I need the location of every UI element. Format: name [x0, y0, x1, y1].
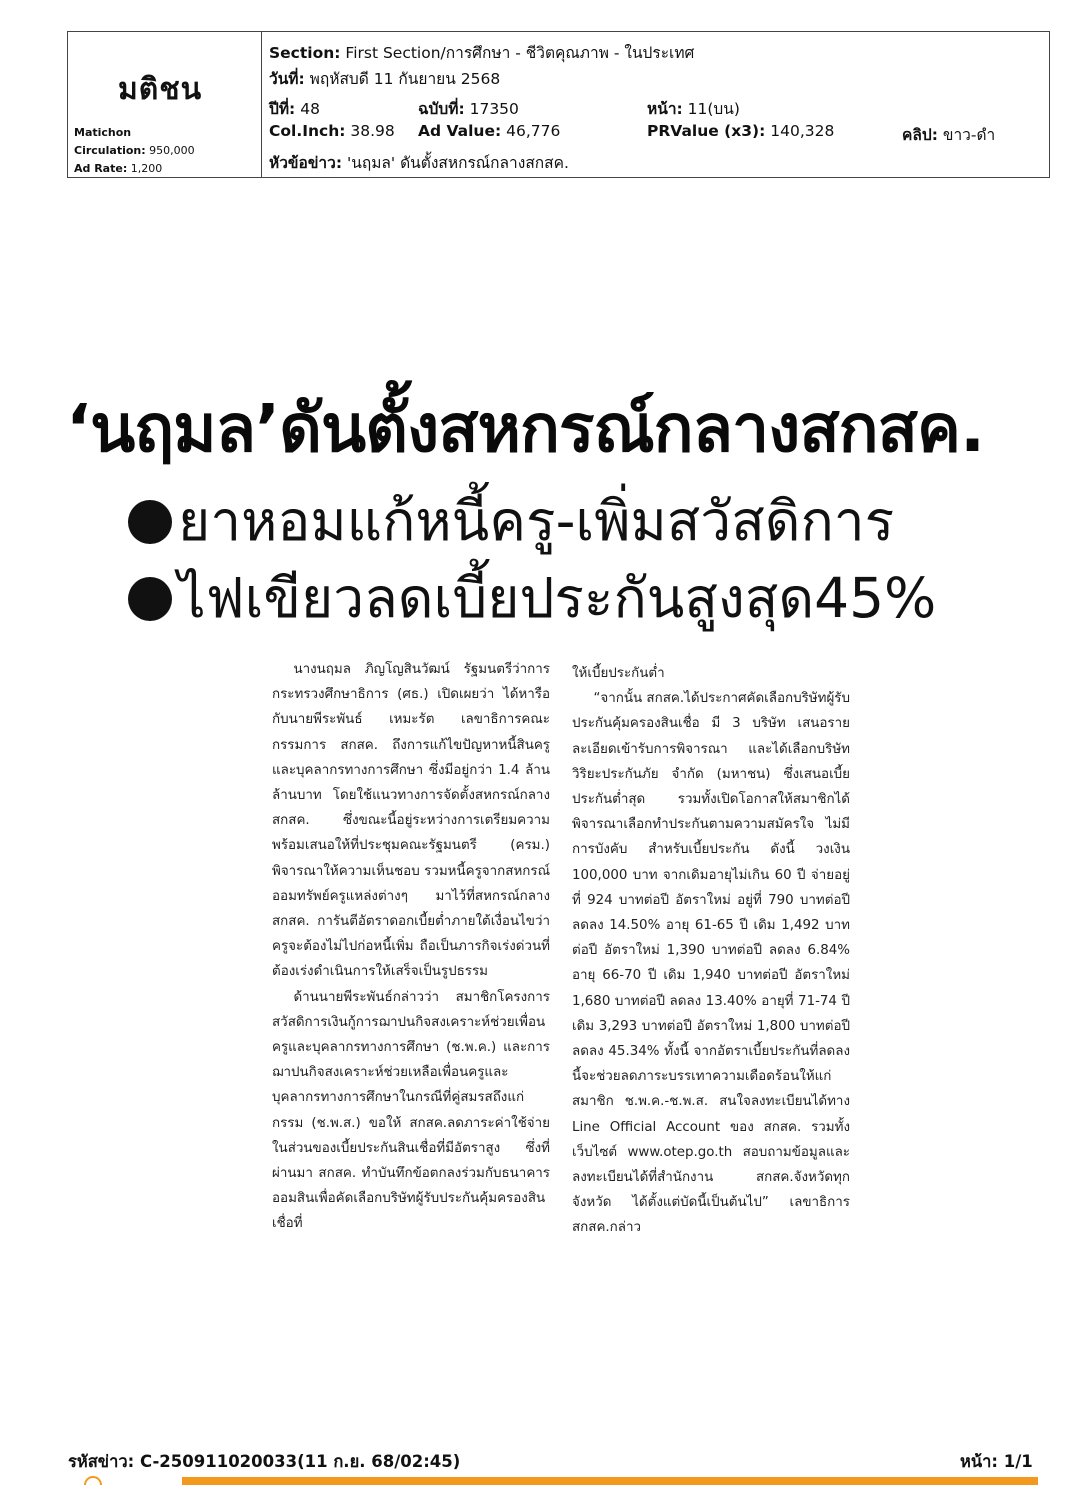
circulation-label: Circulation:	[74, 144, 146, 157]
section-label: Section:	[269, 44, 341, 62]
colinch-label: Col.Inch:	[269, 122, 346, 140]
subheadline-2-text: ไฟเขียวลดเบี้ยประกันสูงสุด45%	[178, 566, 937, 630]
article-headline: ‘นฤมล’ดันตั้งสหกรณ์กลางสกสค.	[66, 390, 985, 467]
clip-row	[902, 122, 995, 147]
paragraph: ด้านนายพีระพันธ์กล่าวว่า สมาชิกโครงการสวัสดิการเงินกู้การฌาปนกิจสงเคราะห์ช่วยเพื่อนครูและบุคลากรทางการศึกษา (ช.พ.ค.) และการฌาปนกิจสงเคราะห์ช่วยเหลือเพื่อนครูและบุคลากรทางการศึกษาในกรณีที่คู่สมรสถึงแก่กรรม (ช.พ.ส.) ขอให้ สกสค.ลดภาระค่าใช้จ่ายในส่วนของเบี้ยประกันสินเชื่อที่มีอัตราสูง ซึ่งที่ผ่านมา สกสค. ทำบันทึกข้อตกลงร่วมกับธนาคารออมสินเพื่อคัดเลือกบริษัทผู้รับประกันคุ้มครองสินเชื่อที่	[272, 989, 550, 1232]
paragraph: นางนฤมล ภิญโญสินวัฒน์ รัฐมนตรีว่าการกระทรวงศึกษาธิการ (ศธ.) เปิดเผยว่า ได้หารือกับนายพีระพันธ์ เหมะรัต เลขาธิการคณะกรรมการ สกสค. ถึงการแก้ไขปัญหาหนี้สินครูและบุคลากรทางการศึกษา ซึ่งมีอยู่กว่า 1.4 ล้านล้านบาท โดยใช้แนวทางการจัดตั้งสหกรณ์กลาง สกสค. ซึ่งขณะนี้อยู่ระหว่างการเตรียมความพร้อมเสนอให้ที่ประชุมคณะรัฐมนตรี (ครม.) พิจารณาให้ความเห็นชอบ รวมหนี้ครูจากสหกรณ์ออมทรัพย์ครูแหล่งต่างๆ มาไว้ที่สหกรณ์กลาง สกสค. การันตีอัตราดอกเบี้ยต่ำภายใต้เงื่อนไขว่าครูจะต้องไม่ไปก่อหนี้เพิ่ม ถือเป็นภารกิจเร่งด่วนที่ต้องเร่งดำเนินการให้เสร็จเป็นรูปธรรม	[272, 662, 550, 980]
date-row	[269, 66, 500, 91]
publication-name: Matichon	[74, 126, 132, 139]
advalue-row	[418, 122, 560, 140]
page-row	[647, 96, 740, 121]
article-column-left	[272, 657, 550, 1237]
bullet-icon	[128, 500, 172, 544]
page-count-label: หน้า:	[960, 1452, 999, 1471]
year-value: 48	[300, 100, 320, 118]
headline-row	[269, 150, 569, 175]
subheadline-2	[128, 555, 936, 642]
year-label: ปีที่:	[269, 100, 296, 118]
subheadline-1-text: ยาหอมแก้หนี้ครู-เพิ่มสวัสดิการ	[178, 489, 895, 553]
year-row	[269, 96, 320, 121]
advalue-label: Ad Value:	[418, 122, 502, 140]
article-column-right	[572, 661, 850, 1241]
issue-value: 17350	[469, 100, 519, 118]
issue-row	[418, 96, 519, 121]
clip-label: คลิป:	[902, 126, 938, 144]
colinch-row	[269, 122, 395, 140]
colinch-value: 38.98	[350, 122, 395, 140]
paragraph: ให้เบี้ยประกันต่ำ	[572, 666, 665, 681]
prvalue-value: 140,328	[770, 122, 835, 140]
circulation-value: 950,000	[149, 144, 195, 157]
date-value: พฤหัสบดี 11 กันยายน 2568	[309, 70, 501, 88]
advalue-value: 46,776	[506, 122, 561, 140]
page-value: 11(บน)	[687, 100, 740, 118]
date-label: วันที่:	[269, 70, 305, 88]
prvalue-label: PRValue (x3):	[647, 122, 766, 140]
publication-logo: มติชน	[118, 72, 203, 107]
section-value: First Section/การศึกษา - ชีวิตคุณภาพ - ในประเทศ	[345, 44, 695, 62]
issue-label: ฉบับที่:	[418, 100, 465, 118]
news-code-value: C-250911020033(11 ก.ย. 68/02:45)	[139, 1452, 461, 1471]
clip-value: ขาว-ดำ	[942, 126, 996, 144]
ad-rate-value: 1,200	[130, 162, 163, 175]
page-label: หน้า:	[647, 100, 683, 118]
news-code	[68, 1449, 460, 1475]
subheadline-1	[128, 478, 894, 565]
section-row	[269, 40, 694, 65]
publication-info	[74, 124, 195, 178]
prvalue-row	[647, 122, 834, 140]
headline-value: 'นฤมล' ดันตั้งสหกรณ์กลางสกสค.	[346, 154, 569, 172]
page-count	[960, 1449, 1033, 1475]
footer-bar	[182, 1477, 1038, 1485]
page-count-value: 1/1	[1003, 1452, 1033, 1471]
news-code-label: รหัสข่าว:	[68, 1452, 135, 1471]
ad-rate-label: Ad Rate:	[74, 162, 128, 175]
paragraph: “จากนั้น สกสค.ได้ประกาศคัดเลือกบริษัทผู้รับประกันคุ้มครองสินเชื่อ มี 3 บริษัท เสนอรายละเอียดเข้ารับการพิจารณา และได้เลือกบริษัท วิริยะประกันภัย จำกัด (มหาชน) ซึ่งเสนอเบี้ยประกันต่ำสุด รวมทั้งเปิดโอกาสให้สมาชิกได้พิจารณาเลือกทำประกันตามความสมัครใจ ไม่มีการบังคับ สำหรับเบี้ยประกัน ดังนี้ วงเงิน 100,000 บาท จากเดิมอายุไม่เกิน 60 ปี จ่ายอยู่ที่ 924 บาทต่อปี อัตราใหม่ อยู่ที่ 790 บาทต่อปี ลดลง 14.50% อายุ 61-65 ปี เดิม 1,492 บาทต่อปี อัตราใหม่ 1,390 บาทต่อปี ลดลง 6.84% อายุ 66-70 ปี เดิม 1,940 บาทต่อปี อัตราใหม่ 1,680 บาทต่อปี ลดลง 13.40% อายุที่ 71-74 ปี เดิม 3,293 บาทต่อปี อัตราใหม่ 1,800 บาทต่อปี ลดลง 45.34% ทั้งนี้ จากอัตราเบี้ยประกันที่ลดลงนี้จะช่วยลดภาระบรรเทาความเดือดร้อนให้แก่สมาชิก ช.พ.ค.-ช.พ.ส. สนใจลงทะเบียนได้ทาง Line Official Account ของ สกสค. รวมทั้งเว็บไซต์ www.otep.go.th สอบถามข้อมูลและลงทะเบียนได้ที่สำนักงาน สกสค.จังหวัดทุกจังหวัด ได้ตั้งแต่บัดนี้เป็นต้นไป” เลขาธิการ สกสค.กล่าว	[572, 691, 850, 1236]
logo-cell	[68, 32, 262, 177]
company-logo-icon	[84, 1476, 102, 1485]
bullet-icon	[128, 577, 172, 621]
clipping-meta	[262, 32, 1049, 177]
headline-label: หัวข้อข่าว:	[269, 154, 343, 172]
clipping-header	[67, 31, 1050, 178]
